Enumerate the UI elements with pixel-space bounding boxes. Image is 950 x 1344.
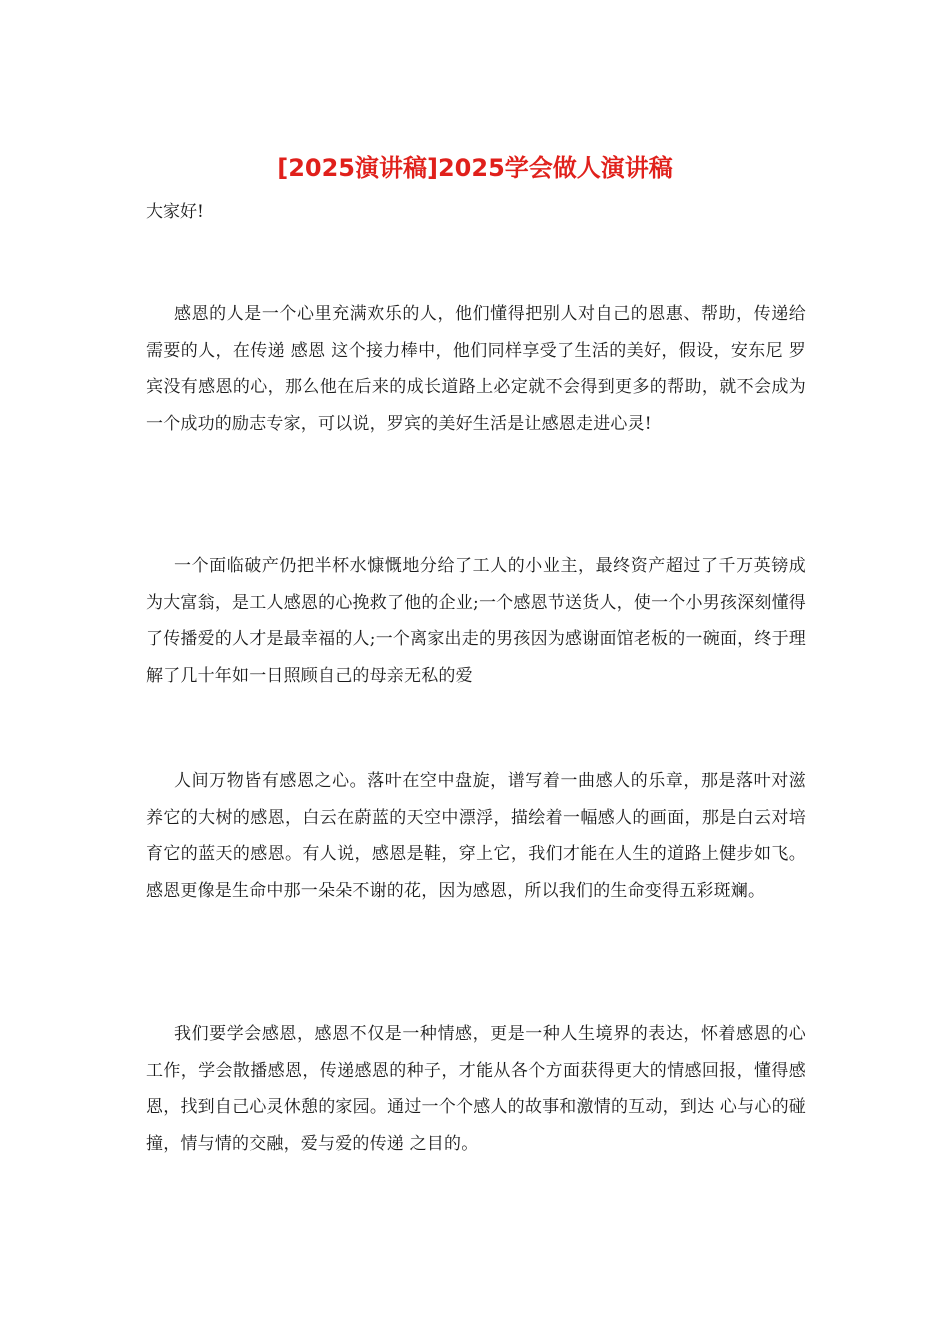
body-paragraph: 感恩的人是一个心里充满欢乐的人，他们懂得把别人对自己的恩惠、帮助，传递给需要的人，在传递 感恩 这个接力棒中，他们同样享受了生活的美好，假设，安东尼 罗宾没有感恩的心，那么他在后来的成长道路上必定就不会得到更多的帮助，就不会成为一个成功的励志专家，可以说，罗宾的美好生活是让感恩走进心灵! (146, 304, 806, 434)
body-paragraph: 人间万物皆有感恩之心。落叶在空中盘旋，谱写着一曲感人的乐章，那是落叶对滋养它的大树的感恩，白云在蔚蓝的天空中漂浮，描绘着一幅感人的画面，那是白云对培育它的蓝天的感恩。有人说，感恩是鞋，穿上它，我们才能在人生的道路上健步如飞。感恩更像是生命中那一朵朵不谢的花，因为感恩，所以我们的生命变得五彩斑斓。 (146, 771, 806, 901)
greeting-text: 大家好! (146, 202, 204, 222)
body-paragraph: 一个面临破产仍把半杯水慷慨地分给了工人的小业主，最终资产超过了千万英镑成为大富翁，是工人感恩的心挽救了他的企业;一个感恩节送货人，使一个小男孩深刻懂得了传播爱的人才是最幸福的人;一个离家出走的男孩因为感谢面馆老板的一碗面，终于理解了几十年如一日照顾自己的母亲无私的爱 (146, 556, 806, 686)
body-paragraph: 我们要学会感恩，感恩不仅是一种情感，更是一种人生境界的表达，怀着感恩的心工作，学会散播感恩，传递感恩的种子，才能从各个方面获得更大的情感回报，懂得感恩，找到自己心灵休憩的家园。通过一个个感人的故事和激情的互动，到达 心与心的碰撞，情与情的交融，爱与爱的传递 之目的。 (146, 1024, 806, 1154)
document-title: [2025演讲稿]2025学会做人演讲稿 (277, 154, 673, 182)
